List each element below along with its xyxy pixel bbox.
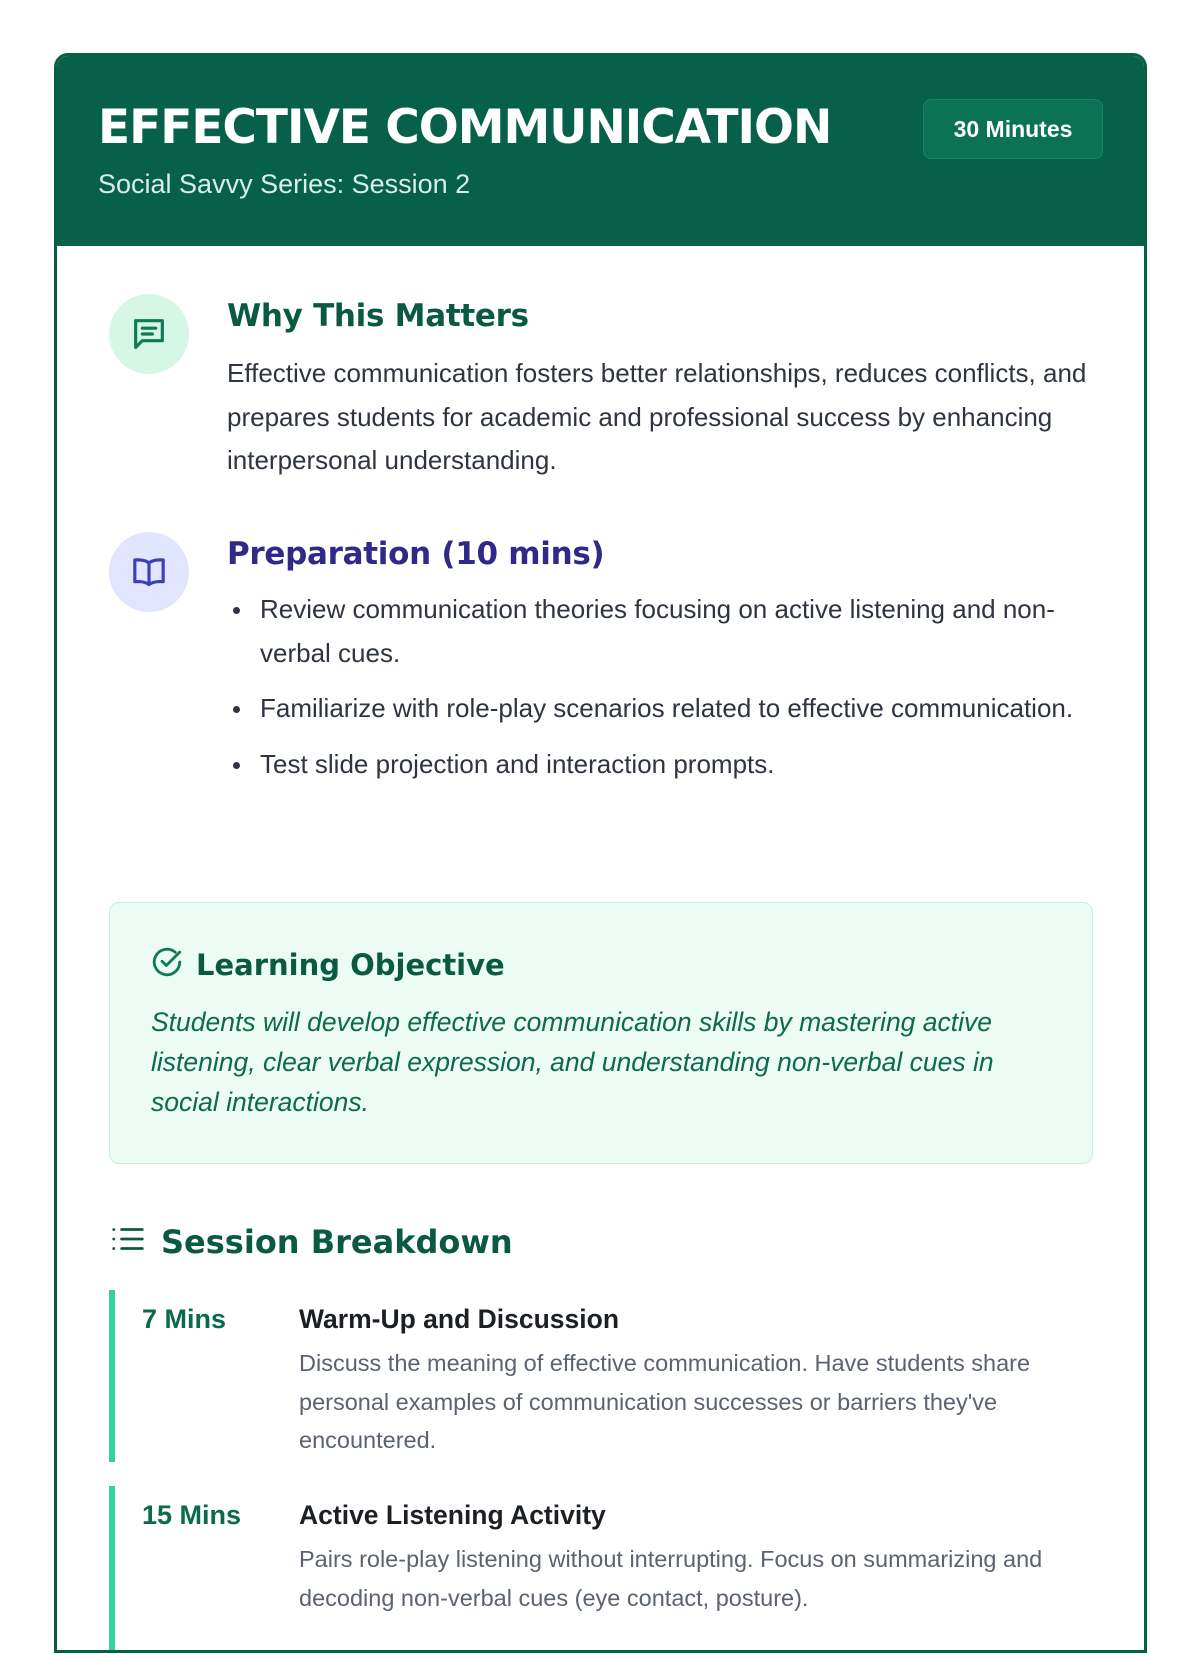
item-time: 15 Mins <box>142 1500 242 1530</box>
list-item-text: Familiarize with role-play scenarios related to effective communication. <box>260 693 1074 723</box>
list-item <box>227 687 1104 731</box>
list-item <box>227 743 1104 787</box>
duration-badge: 30 Minutes <box>923 99 1103 159</box>
session-breakdown-header <box>109 1220 513 1263</box>
check-circle-icon <box>150 945 184 984</box>
bullet <box>233 607 240 614</box>
item-description: Pairs role-play listening without interrupting. Focus on summarizing and decoding non-verbal cues (eye contact, posture). <box>299 1546 1043 1611</box>
breakdown-item <box>109 1290 1093 1462</box>
preparation-heading: Preparation (10 mins) <box>227 536 605 572</box>
lesson-card <box>54 53 1147 1653</box>
list-item <box>227 588 1104 675</box>
bullet <box>233 762 240 769</box>
learning-objective-box <box>109 902 1093 1164</box>
objective-text: Students will develop effective communication skills by mastering active listening, clear verbal expression, and understanding non-verbal cues in social interactions. <box>151 1007 994 1117</box>
list-icon <box>109 1220 147 1263</box>
preparation-list <box>227 588 1104 786</box>
preparation-section <box>109 532 1104 862</box>
lesson-header <box>57 56 1144 246</box>
why-section <box>109 294 1104 494</box>
page-subtitle: Social Savvy Series: Session 2 <box>98 169 471 199</box>
bullet <box>233 706 240 713</box>
objective-header <box>150 945 505 984</box>
list-item-text: Test slide projection and interaction prompts. <box>260 748 775 779</box>
breakdown-item <box>109 1486 1093 1653</box>
item-title: Active Listening Activity <box>299 1500 606 1530</box>
objective-title: Learning Objective <box>196 947 505 982</box>
why-heading: Why This Matters <box>227 298 529 334</box>
message-icon <box>109 294 189 374</box>
item-title: Warm-Up and Discussion <box>299 1304 620 1334</box>
page-title: EFFECTIVE COMMUNICATION <box>98 100 832 155</box>
list-item-text: Review communication theories focusing on active listening and non-verbal cues. <box>260 594 1055 668</box>
item-description: Discuss the meaning of effective communication. Have students share personal examples of communication successes or barriers they've encountered. <box>299 1350 1031 1453</box>
session-breakdown-title: Session Breakdown <box>161 1222 513 1261</box>
item-time: 7 Mins <box>142 1304 227 1334</box>
why-text: Effective communication fosters better relationships, reduces conflicts, and prepares students for academic and professional success by enhancing interpersonal understanding. <box>227 358 1087 475</box>
book-icon <box>109 532 189 612</box>
